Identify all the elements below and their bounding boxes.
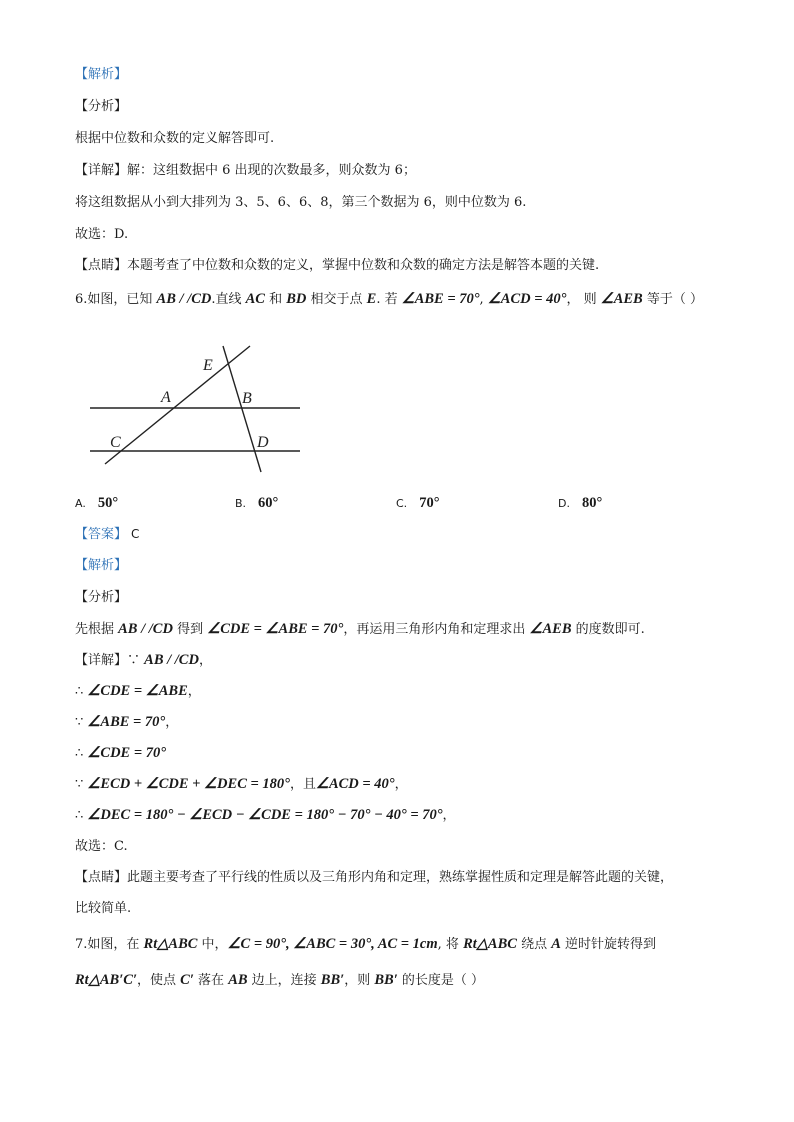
math-ab: AB	[228, 972, 248, 988]
option-value: 50°	[97, 495, 119, 511]
detail-line-2: 将这组数据从小到大排列为 3、5、6、6、8，第三个数据为 6，则中位数为 6.	[75, 195, 527, 210]
therefore-symbol: ∴	[75, 684, 88, 699]
because-symbol: ∵	[75, 715, 88, 730]
option-value: 70°	[419, 495, 440, 511]
label-b: B	[242, 390, 252, 407]
option-b	[235, 494, 278, 513]
answer-line	[75, 525, 139, 544]
answer-value: C	[131, 527, 140, 541]
q6-stem-text: . 若	[376, 292, 402, 307]
comment-line-2: 比较简单.	[75, 901, 132, 916]
comment-line	[75, 257, 599, 275]
fenxi-part: 得到	[172, 622, 208, 637]
q6-stem-text: .直线	[211, 292, 246, 307]
math-bb-prime: BB′	[374, 972, 398, 988]
choice-line: 故选：C.	[75, 839, 128, 854]
math-rt-abc: Rt△ABC	[143, 936, 198, 952]
answer-tag: 【答案】	[75, 527, 128, 542]
option-letter: C.	[396, 497, 408, 510]
comma: ，	[198, 653, 212, 668]
math-angle-aeb: ∠AEB	[529, 621, 572, 637]
option-letter: A.	[75, 497, 86, 510]
math-ab-parallel-cd: AB / /CD	[118, 621, 173, 637]
detail-tag: 【详解】	[75, 163, 128, 178]
q6-stem	[75, 290, 703, 309]
math-angle-abe: ∠ABE = 70°	[401, 291, 480, 307]
q6-stem-text: ,	[479, 292, 488, 307]
fenxi-text: 根据中位数和众数的定义解答即可.	[75, 131, 275, 146]
detail-step-2	[75, 682, 201, 701]
because-symbol: ∵	[75, 777, 88, 792]
math-step: ∠ECD + ∠CDE + ∠DEC = 180°	[87, 776, 290, 792]
comment-line-1	[75, 869, 673, 887]
q7-text: 的长度是（ ）	[397, 973, 485, 988]
option-c	[396, 494, 440, 513]
q7-text: ，使点	[137, 973, 181, 988]
therefore-symbol: ∴	[75, 808, 88, 823]
math-e: E	[366, 291, 377, 307]
q7-stem-2	[75, 971, 484, 990]
math-step: ∠CDE = 70°	[87, 745, 167, 761]
label-a: A	[161, 389, 171, 406]
fenxi-tag: 【分析】	[75, 590, 128, 605]
q6-stem-text: 和	[264, 292, 287, 307]
math-step: ∠ACD = 40°	[315, 776, 395, 792]
option-letter: B.	[235, 497, 247, 510]
math-bd: BD	[286, 291, 307, 307]
therefore-symbol: ∴	[75, 746, 88, 761]
detail-step-1	[75, 651, 212, 670]
fenxi-text	[75, 620, 645, 639]
q7-text: 中，	[197, 937, 228, 952]
geometry-figure	[85, 338, 315, 480]
q7-text: ，则	[344, 973, 375, 988]
comma: ，	[394, 777, 408, 792]
option-letter: D.	[558, 497, 570, 510]
analysis-tag: 【解析】	[75, 558, 128, 573]
q7-text: 边上，连接	[247, 973, 321, 988]
math-ab-parallel-cd: AB / /CD	[156, 291, 212, 307]
comma: ，	[165, 715, 179, 730]
math-bb-prime: BB′	[320, 972, 345, 988]
detail-step-6	[75, 806, 456, 825]
choice-line: 故选：D.	[75, 227, 129, 242]
q6-stem-text: ， 则	[566, 292, 601, 307]
comment-text: 本题考查了中位数和众数的定义，掌握中位数和众数的确定方法是解答本题的关键.	[127, 258, 600, 273]
analysis-tag: 【解析】	[75, 67, 128, 82]
math-rt-ab2c2: Rt△AB′C′	[75, 972, 138, 988]
q6-stem-text: 相交于点	[306, 292, 367, 307]
math-angle-acd: ∠ACD = 40°	[487, 291, 567, 307]
math-ac: AC	[245, 291, 265, 307]
math-step: ∠CDE = ∠ABE	[87, 683, 188, 699]
q7-text: 7.如图，在	[75, 937, 144, 952]
comment-text: 此题主要考查了平行线的性质以及三角形内角和定理，熟练掌握性质和定理是解答此题的关键，	[127, 870, 674, 885]
q6-stem-text: 6.如图，已知	[75, 292, 157, 307]
math-angle-aeb: ∠AEB	[600, 291, 643, 307]
math-step: AB / /CD	[144, 652, 199, 668]
q7-text: , 将	[437, 937, 464, 952]
math-step: ∠ABE = 70°	[87, 714, 166, 730]
fenxi-part: 先根据	[75, 622, 119, 637]
line-bd	[223, 346, 261, 472]
math-rt-abc: Rt△ABC	[463, 936, 517, 952]
math-conditions: ∠C = 90°, ∠ABC = 30°, AC = 1cm	[227, 936, 438, 952]
q7-stem-1	[75, 935, 656, 954]
detail-text-1: 解：这组数据中 6 出现的次数最多，则众数为 6；	[127, 163, 416, 178]
comment-tag: 【点睛】	[75, 870, 128, 885]
comma: ，	[442, 808, 456, 823]
detail-tag: 【详解】	[75, 653, 128, 668]
option-value: 80°	[581, 495, 603, 511]
q7-text: 绕点	[516, 937, 552, 952]
option-a	[75, 494, 118, 513]
option-value: 60°	[258, 495, 279, 511]
fenxi-part: 的度数即可.	[571, 622, 645, 637]
label-e: E	[203, 357, 213, 374]
label-c: C	[110, 434, 121, 451]
text-and: ，且	[289, 777, 316, 792]
math-c-prime: C′	[180, 972, 194, 988]
fenxi-part: ，再运用三角形内角和定理求出	[343, 622, 530, 637]
label-d: D	[257, 434, 269, 451]
q7-text: 逆时针旋转得到	[560, 937, 657, 952]
q7-text: 落在	[193, 973, 229, 988]
detail-step-4	[75, 744, 166, 763]
fenxi-tag: 【分析】	[75, 99, 128, 114]
q6-stem-text: 等于（ ）	[642, 292, 703, 307]
comment-tag: 【点睛】	[75, 258, 128, 273]
math-a: A	[551, 936, 561, 952]
because-symbol: ∵	[127, 653, 145, 668]
detail-line-1	[75, 162, 416, 180]
comma: ，	[187, 684, 201, 699]
detail-step-3	[75, 713, 178, 732]
option-d	[558, 494, 602, 513]
detail-step-5	[75, 775, 408, 794]
math-cde-eq: ∠CDE = ∠ABE = 70°	[207, 621, 344, 637]
math-step: ∠DEC = 180° − ∠ECD − ∠CDE = 180° − 70° − 40° = 70°	[87, 807, 443, 823]
